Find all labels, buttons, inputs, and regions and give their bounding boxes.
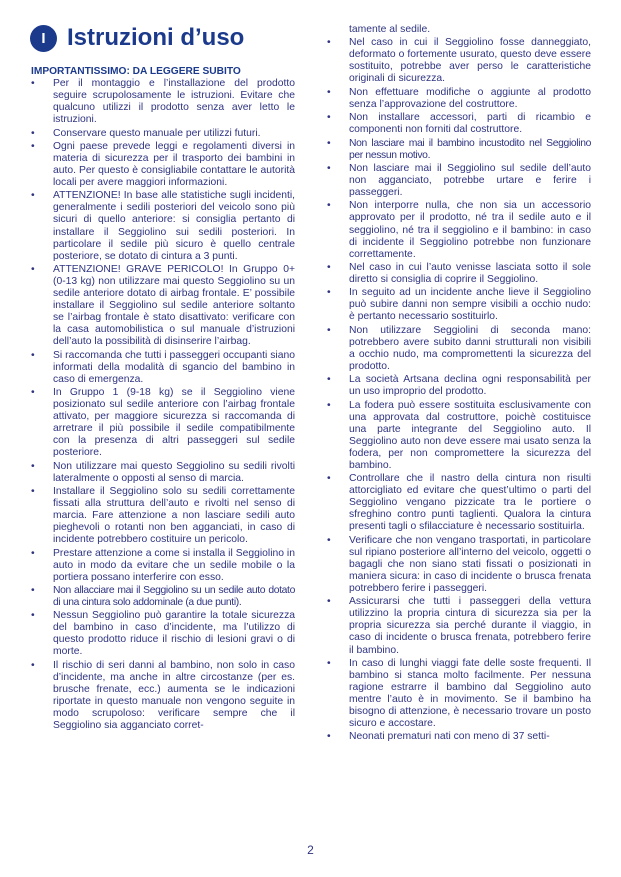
bullet-icon: • [31, 78, 35, 90]
page-title: Istruzioni d’uso [67, 24, 245, 51]
bullet-icon: • [31, 349, 35, 361]
list-item [31, 585, 295, 609]
list-item [327, 287, 591, 323]
list-item [327, 731, 591, 743]
list-item-text: Verificare che non vengano trasportati, in particolare sul ripiano posteriore all’interno del veicolo, oggetti o bagagli che non siano stati fissati o posizionati in maniera sicura: in caso di incidente o brusca frenata potrebbero ferire i passeggeri. [349, 534, 591, 594]
bullet-icon: • [31, 127, 35, 139]
bullet-icon: • [327, 534, 331, 546]
list-item [327, 535, 591, 595]
list-item-text: Nel caso in cui il Seggiolino fosse danneggiato, deformato o fortemente usurato, questo deve essere sostituito, potrebbe aver perso le caratteristiche originali di sicurezza. [349, 37, 591, 85]
list-item-text: Non effettuare modifiche o aggiunte al prodotto senza l’approvazione del costruttore. [349, 86, 591, 110]
list-item [31, 387, 295, 459]
bullet-icon: • [327, 473, 331, 485]
list-item [31, 548, 295, 584]
bullet-icon: • [327, 261, 331, 273]
bullet-icon: • [327, 596, 331, 608]
list-item-text: La società Artsana declina ogni responsabilità per un uso improprio del prodotto. [349, 374, 591, 398]
list-item [327, 200, 591, 260]
list-item [327, 163, 591, 199]
list-item [327, 596, 591, 656]
bullet-icon: • [327, 657, 331, 669]
list-item [31, 610, 295, 658]
bullet-icon: • [327, 163, 331, 174]
section-header [30, 23, 244, 53]
list-item-text: In caso di lunghi viaggi fate delle soste frequenti. Il bambino si stanca molto facilmente. Per nessuna ragione estrarre il bambino dal Seggiolino auto mentre l’auto è in movimento. Se il bambino ha bisogno di attenzione, è necessario trovare un posto sicuro e accostare. [349, 657, 591, 730]
list-item [327, 262, 591, 286]
list-item-text: ATTENZIONE! In base alle statistiche sugli incidenti, generalmente i sedili posteriori del veicolo sono più sicuri di quello anteriore: si consiglia pertanto di installare il Seggiolino sui sedili posteriori. In particolare il sedile più sicuro è quello centrale posteriore, se dotato di cintura a 3 punti. [53, 190, 295, 262]
list-item-text: Non utilizzare Seggiolini di seconda mano: potrebbero avere subito danni strutturali non visibili a occhio nudo, ma compromettenti la sicurezza del prodotto. [349, 324, 591, 372]
language-badge: I [30, 25, 57, 52]
list-item-text: Prestare attenzione a come si installa il Seggiolino in auto in modo da evitare che un sedile mobile o la portiera possano interferire con esso. [53, 547, 295, 583]
bullet-icon: • [31, 659, 35, 671]
bullet-icon: • [327, 287, 331, 299]
continued-text: tamente al sedile. [349, 24, 431, 35]
list-item [31, 264, 295, 348]
page-number: 2 [307, 843, 314, 857]
list-item [327, 325, 591, 373]
bullet-icon: • [327, 731, 331, 743]
list-item-text: In Gruppo 1 (9-18 kg) se il Seggiolino viene posizionato sul sedile anteriore con l’airbag frontale attivato, per maggiore sicurezza si raccomanda di arretrare il più possibile il sedile compatibilmente con la presenza di altri passeggeri sul sedile posteriore. [53, 387, 295, 459]
bullet-icon: • [31, 485, 35, 497]
left-column [31, 66, 295, 733]
right-column [327, 24, 591, 745]
list-item [327, 112, 591, 136]
bullet-icon: • [31, 190, 35, 202]
list-item-text: ATTENZIONE! GRAVE PERICOLO! In Gruppo 0+ (0-13 kg) non utilizzare mai questo Seggiolino su un sedile anteriore dotato di airbag frontale. E’ possibile installare il Seggiolino sul sedile anteriore soltanto se l’airbag frontale è stato disattivato: verificare con la casa automobilistica o sul manuale d’istruzioni dell’auto la possibilità di disinserire l’airbag. [53, 263, 295, 348]
list-item-text: Conservare questo manuale per utilizzi futuri. [53, 127, 261, 139]
list-item-text: Assicurarsi che tutti i passeggeri della vettura utilizzino la propria cintura di sicurezza sia per la propria sicurezza sia perché durante il viaggio, in caso di incidente o brusca frenata, potrebbero ferire il bambino. [349, 596, 591, 656]
right-bullet-list [327, 24, 591, 743]
list-item-text: Controllare che il nastro della cintura non risulti attorcigliato ed evitare che quest’ultimo o parti del Seggiolino vengano pizzicate tra le portiere o sfreghino contro punti taglienti. Qualora la cintura presenti tagli o sfilacciature è necessario sostituirla. [349, 473, 591, 533]
bullet-icon: • [31, 263, 35, 275]
important-heading: IMPORTANTISSIMO: DA LEGGERE SUBITO [31, 66, 241, 77]
list-item [327, 473, 591, 533]
bullet-icon: • [327, 399, 331, 411]
list-item-text: In seguito ad un incidente anche lieve il Seggiolino può subire danni non sempre visibili a occhio nudo: è pertanto necessario sostituirlo. [349, 287, 591, 323]
list-item-text: Non installare accessori, parti di ricambio e componenti non forniti dal costruttore. [349, 112, 591, 136]
list-item [31, 461, 295, 485]
list-item [327, 87, 591, 111]
list-item-text: Si raccomanda che tutti i passeggeri occupanti siano informati della modalità di sgancio del bambino in caso di emergenza. [53, 349, 295, 385]
bullet-icon: • [31, 547, 35, 559]
bullet-icon: • [327, 112, 331, 124]
list-item-text: Ogni paese prevede leggi e regolamenti diversi in materia di sicurezza per il trasporto dei bambini in auto. Per questo è consigliabile contattare le autorità locali per avere maggiori informazioni. [53, 140, 295, 189]
list-item-text: Non allacciare mai il Seggiolino su un sedile auto dotato di una cintura solo addominale (a due punti). [53, 584, 295, 608]
list-item [327, 658, 591, 730]
list-item [327, 138, 591, 162]
bullet-icon: • [327, 137, 331, 149]
bullet-icon: • [31, 387, 35, 398]
list-item [327, 37, 591, 85]
list-item-text: Il rischio di seri danni al bambino, non solo in caso d’incidente, ma anche in altre circostanze (per es. brusche frenate, ecc.) aumenta se le indicazioni riportate in questo manuale non vengono seguite in modo scrupoloso: verificare sempre che il Seggiolino sia agganciato corret- [53, 659, 295, 732]
bullet-icon: • [327, 200, 331, 212]
bullet-icon: • [31, 140, 35, 152]
bullet-icon: • [31, 584, 35, 596]
list-item-text: Non lasciare mai il bambino incustodito nel Seggiolino per nessun motivo. [349, 137, 591, 161]
bullet-icon: • [327, 86, 331, 98]
list-item [31, 78, 295, 126]
list-item-text: Non interporre nulla, che non sia un accessorio approvato per il prodotto, né tra il sedile auto e il seggiolino, né tra il seggiolino e il bambino: in caso di incidente il Seggiolino potrebbe non funzionare correttamente. [349, 200, 591, 260]
bullet-icon: • [327, 324, 331, 336]
list-item-text: La fodera può essere sostituita esclusivamente con una approvata dal costruttore, poichè costituisce una parte integrante del Seggiolino auto. Il Seggiolino auto non deve essere mai usato senza la fodera, per non compromettere la sicurezza del bambino. [349, 399, 591, 471]
list-item [327, 400, 591, 472]
list-item [31, 660, 295, 732]
list-item-text: Installare il Seggiolino solo su sedili correttamente fissati alla struttura dell’auto e rivolti nel senso di marcia. Fare attenzione a non lasciare sedili auto pieghevoli o rotanti non ben agganciati, in caso di incidente potrebbero costituire un pericolo. [53, 485, 295, 546]
list-item [327, 374, 591, 398]
list-item [31, 350, 295, 386]
list-item-text: Non lasciare mai il Seggiolino sul sedile dell’auto non agganciato, potrebbe urtare e ferire i passeggeri. [349, 163, 591, 199]
list-item [31, 141, 295, 189]
list-item [31, 190, 295, 262]
bullet-icon: • [31, 610, 35, 622]
list-item-text: Neonati prematuri nati con meno di 37 setti- [349, 731, 550, 743]
left-bullet-list [31, 78, 295, 732]
list-item [31, 128, 295, 140]
list-item-text: Nessun Seggiolino può garantire la totale sicurezza del bambino in caso d’incidente, ma l’utilizzo di questo prodotto riduce il rischio di lesioni gravi o di morte. [53, 610, 295, 658]
bullet-icon: • [327, 374, 331, 386]
list-item [31, 486, 295, 546]
list-item-text: Nel caso in cui l’auto venisse lasciata sotto il sole diretto si consiglia di coprire il Seggiolino. [349, 261, 591, 286]
list-item-text: Per il montaggio e l’installazione del prodotto seguire scrupolosamente le istruzioni. Evitare che qualcuno utilizzi il prodotto senza aver letto le istruzioni. [53, 78, 295, 126]
bullet-icon: • [31, 460, 35, 472]
list-item-text: Non utilizzare mai questo Seggiolino su sedili rivolti lateralmente o opposti al senso di marcia. [53, 460, 295, 484]
bullet-icon: • [327, 37, 331, 49]
